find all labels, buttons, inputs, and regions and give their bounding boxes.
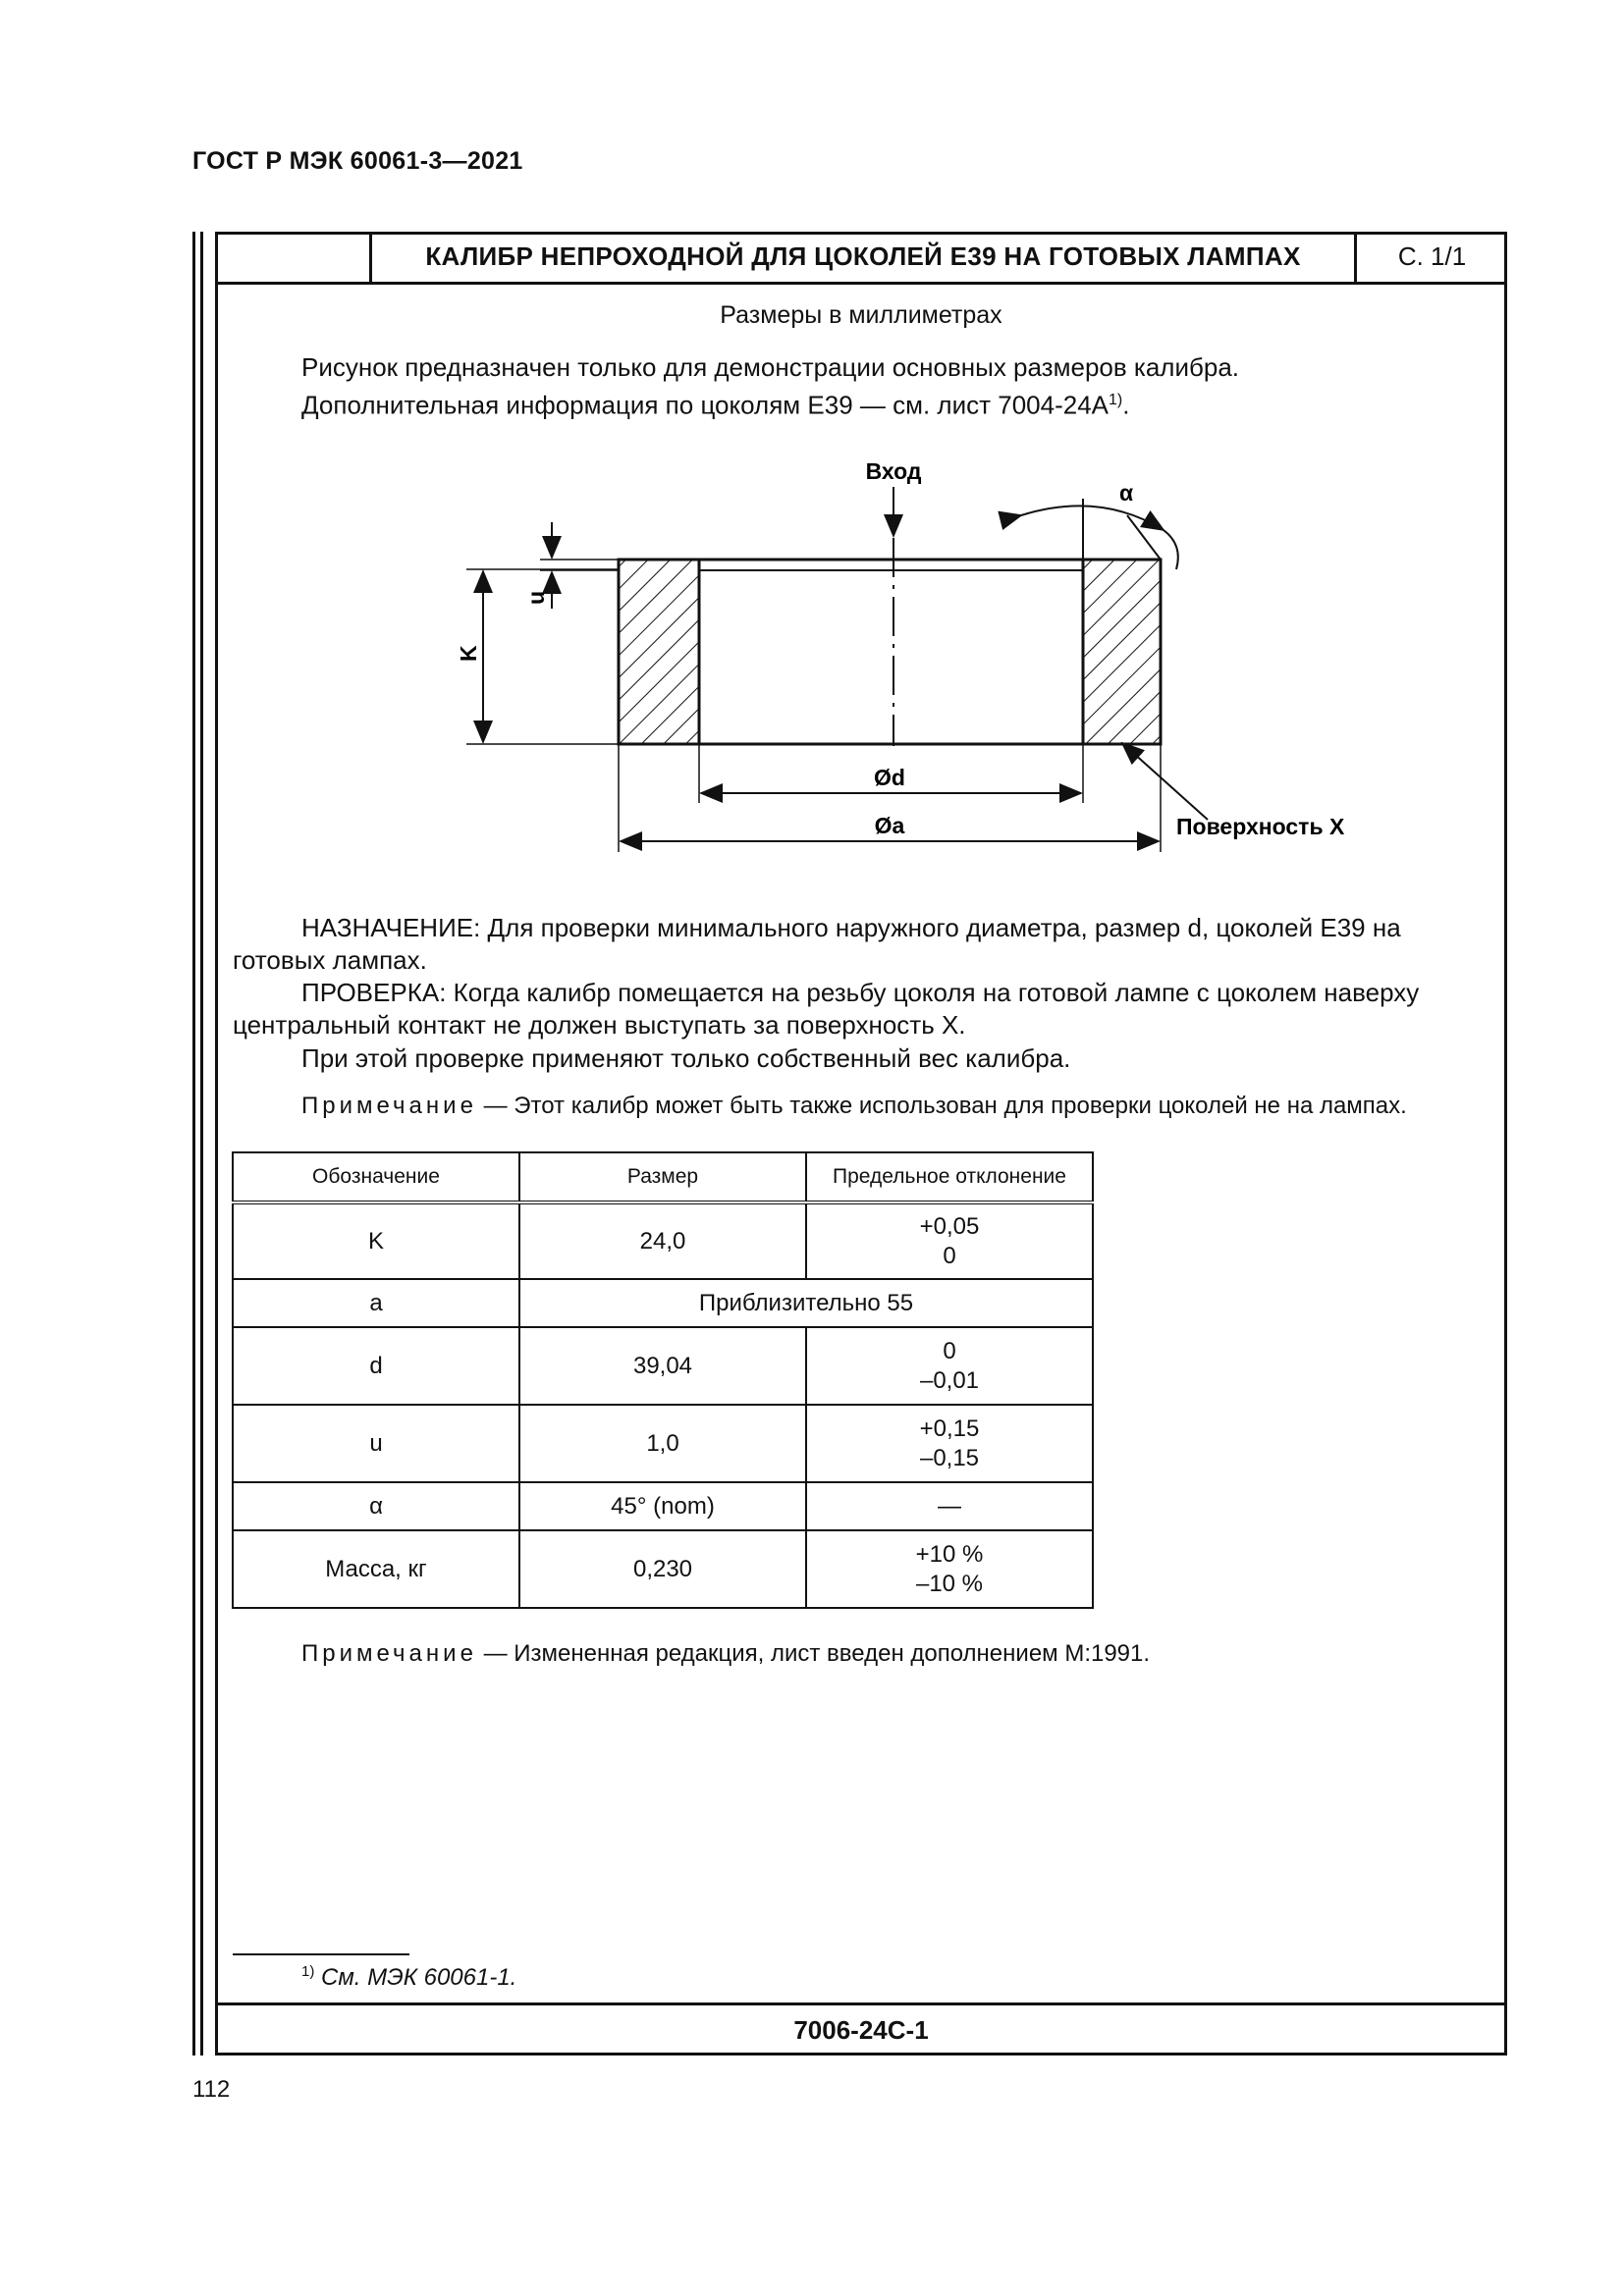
check-text: ПРОВЕРКА: Когда калибр помещается на резьбу цоколя на готовой лампе с цоколем наверху центральный контакт не должен выступать за поверхность X.	[233, 978, 1420, 1040]
sheet-number-block	[215, 2002, 1507, 2056]
cell-symbol: a	[233, 1279, 519, 1327]
cell-symbol: Масса, кг	[233, 1530, 519, 1608]
units-note: Размеры в миллиметрах	[720, 301, 1002, 329]
footnote-separator	[233, 1953, 409, 1955]
intro-line-1: Рисунок предназначен только для демонстрации основных размеров калибра.	[301, 352, 1240, 382]
table-row	[233, 1279, 1093, 1327]
gauge-left-wall	[619, 560, 699, 744]
u-label: u	[523, 590, 549, 605]
sheet-number: 7006-24C-1	[793, 2015, 929, 2045]
cell-merged: Приблизительно 55	[519, 1279, 1093, 1327]
footnote-ref: 1)	[1109, 392, 1123, 408]
cell-symbol: K	[233, 1202, 519, 1279]
cell-tolerance: +10 % –10 %	[806, 1530, 1093, 1608]
page-number: 112	[192, 2076, 231, 2103]
alpha-extension-slant	[1127, 515, 1161, 560]
alpha-label: α	[1119, 480, 1134, 506]
title-block	[215, 232, 1507, 285]
cell-tolerance: +0,15 –0,15	[806, 1405, 1093, 1482]
surface-leader	[1122, 743, 1208, 820]
cell-symbol: u	[233, 1405, 519, 1482]
intro-line-2: Дополнительная информация по цоколям Е39 — см. лист $7004-24A^{1)}$.	[301, 390, 1130, 420]
table-row	[233, 1482, 1093, 1530]
footnote-marker: 1)	[301, 1963, 315, 1980]
intro-text	[301, 350, 1239, 422]
cell-size: 45° (nom)	[519, 1482, 806, 1530]
note-2-text: — Измененная редакция, лист введен дополнением М:1991.	[476, 1640, 1151, 1667]
header-symbol: Обозначение	[233, 1152, 519, 1202]
document-header: ГОСТ Р МЭК 60061-3—2021	[192, 147, 523, 175]
note-1-label: Примечание	[301, 1093, 477, 1119]
k-label: K	[456, 645, 481, 662]
gauge-drawing	[432, 442, 1375, 874]
footnote	[301, 1963, 516, 1992]
alpha-arc-2	[1164, 530, 1178, 569]
d-label: Ød	[874, 765, 905, 790]
spec-table	[232, 1151, 1094, 1609]
cell-size: 0,230	[519, 1530, 806, 1608]
table-row	[233, 1202, 1093, 1279]
weight-text: При этой проверке применяют только собственный вес калибра.	[301, 1043, 1071, 1073]
title-cell-empty	[215, 232, 372, 282]
purpose-text: НАЗНАЧЕНИЕ: Для проверки минимального наружного диаметра, размер d, цоколей Е39 на готовых лампах.	[233, 913, 1401, 975]
table-header-row	[233, 1152, 1093, 1202]
gauge-right-wall	[1083, 560, 1161, 744]
cell-symbol: d	[233, 1327, 519, 1405]
table-row	[233, 1405, 1093, 1482]
note-2-label: Примечание	[301, 1640, 477, 1667]
a-label: Øa	[874, 813, 905, 838]
table-row	[233, 1327, 1093, 1405]
entry-label: Вход	[865, 458, 922, 484]
alpha-arc-head	[1001, 515, 1021, 520]
surface-label: Поверхность X	[1176, 814, 1345, 839]
alpha-arc	[1021, 506, 1164, 530]
table-row	[233, 1530, 1093, 1608]
note-2	[301, 1637, 1563, 1670]
sheet-title: КАЛИБР НЕПРОХОДНОЙ ДЛЯ ЦОКОЛЕЙ Е39 НА ГОТОВЫХ ЛАМПАХ	[425, 241, 1301, 271]
cell-size: 39,04	[519, 1327, 806, 1405]
margin-rule	[192, 232, 195, 2056]
sheet-page: С. 1/1	[1354, 232, 1507, 282]
cell-size: 24,0	[519, 1202, 806, 1279]
header-size: Размер	[519, 1152, 806, 1202]
footnote-text: См. МЭК 60061-1.	[314, 1964, 517, 1991]
note-1-text: — Этот калибр может быть также использован для проверки цоколей не на лампах.	[476, 1093, 1407, 1119]
cell-symbol: α	[233, 1482, 519, 1530]
note-1	[233, 1090, 1494, 1122]
cell-tolerance: +0,05 0	[806, 1202, 1093, 1279]
cell-size: 1,0	[519, 1405, 806, 1482]
cell-tolerance: 0 –0,01	[806, 1327, 1093, 1405]
cell-tolerance: —	[806, 1482, 1093, 1530]
margin-rule	[200, 232, 203, 2056]
header-tolerance: Предельное отклонение	[806, 1152, 1093, 1202]
